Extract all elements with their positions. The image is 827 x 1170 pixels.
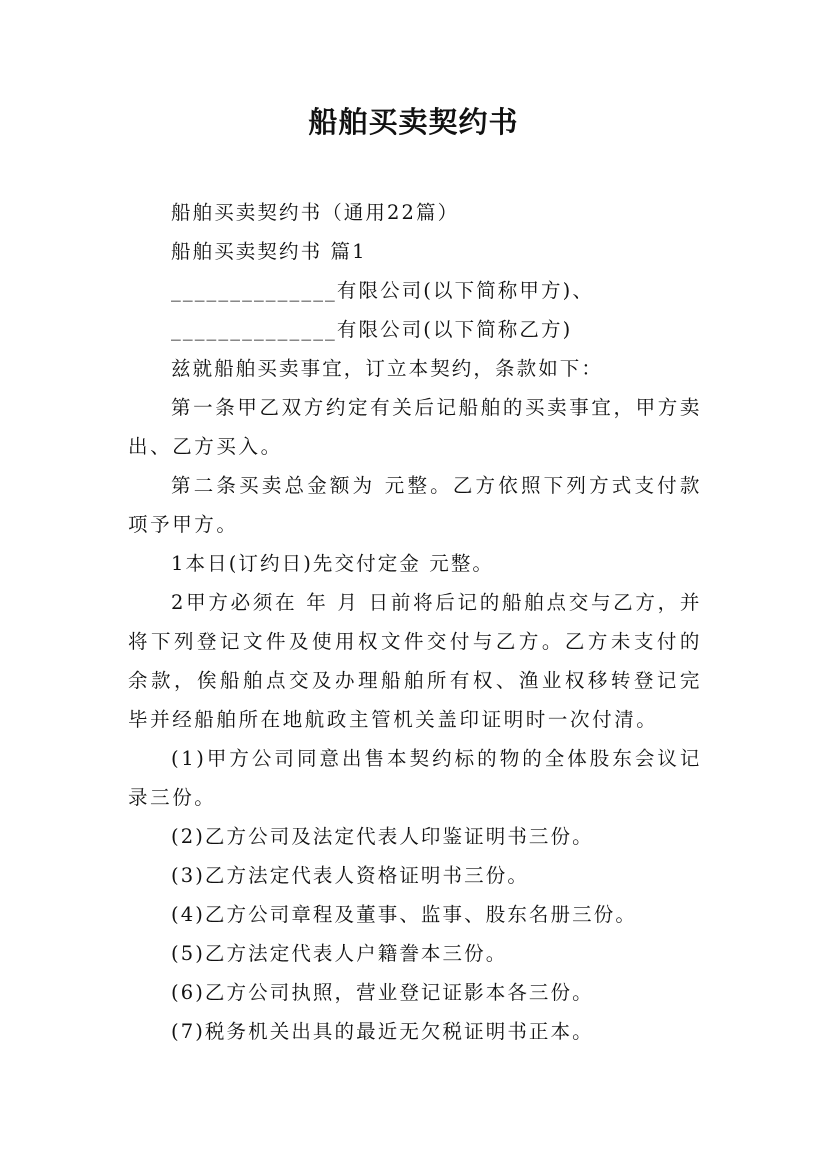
paragraph-item-6: (6)乙方公司执照，营业登记证影本各三份。 — [171, 981, 594, 1004]
paragraph-preamble: 兹就船舶买卖事宜，订立本契约，条款如下： — [171, 357, 604, 380]
paragraph-item-3: (3)乙方法定代表人资格证明书三份。 — [171, 864, 529, 887]
paragraph-clause-1: 1本日(订约日)先交付定金 元整。 — [171, 552, 495, 575]
paragraph-article-2: 第二条买卖总金额为 元整。乙方依照下列方式支付款项予甲方。 — [128, 474, 702, 536]
paragraph-item-2: (2)乙方公司及法定代表人印鉴证明书三份。 — [171, 825, 594, 848]
paragraph-party-b: ______________有限公司(以下简称乙方) — [171, 318, 573, 341]
paragraph-item-5: (5)乙方法定代表人户籍誊本三份。 — [171, 942, 508, 965]
paragraph-article-1: 第一条甲乙双方约定有关后记船舶的买卖事宜，甲方卖出、乙方买入。 — [128, 396, 702, 458]
document-body — [128, 193, 702, 1051]
paragraph-item-7: (7)税务机关出具的最近无欠税证明书正本。 — [171, 1020, 594, 1043]
paragraph-item-1: (1)甲方公司同意出售本契约标的物的全体股东会议记录三份。 — [128, 747, 702, 809]
paragraph-section-heading: 船舶买卖契约书 篇1 — [171, 240, 367, 263]
paragraph-subtitle: 船舶买卖契约书（通用22篇） — [171, 201, 460, 224]
paragraph-item-4: (4)乙方公司章程及董事、监事、股东名册三份。 — [171, 903, 637, 926]
paragraph-party-a: ______________有限公司(以下简称甲方)、 — [171, 279, 594, 302]
paragraph-clause-2: 2甲方必须在 年 月 日前将后记的船舶点交与乙方，并将下列登记文件及使用权文件交付与乙方。乙方未支付的余款，俟船舶点交及办理船舶所有权、渔业权移转登记完毕并经船舶所在地航政主管机关盖印证明时一次付清。 — [128, 591, 702, 731]
document-title: 船舶买卖契约书 — [308, 105, 519, 139]
